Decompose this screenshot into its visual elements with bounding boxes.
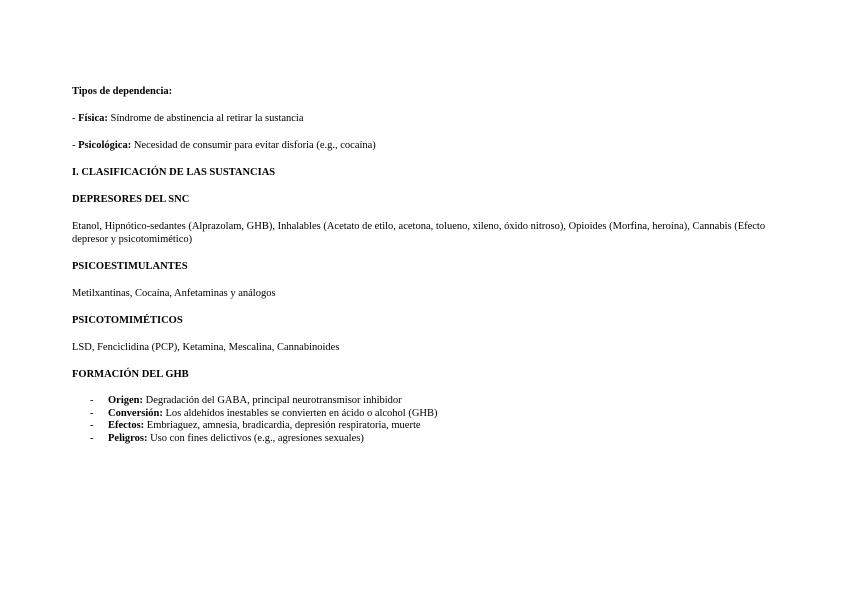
- psicotomimeticos-heading: PSICOTOMIMÉTICOS: [72, 315, 183, 326]
- list-dash: -: [90, 395, 94, 406]
- list-item: [90, 420, 772, 433]
- list-item-label: Peligros:: [108, 432, 148, 444]
- ghb-list: [72, 395, 772, 445]
- fisica-line: [72, 112, 772, 125]
- psicologica-text: Necesidad de consumir para evitar disforia (e.g., cocaína): [131, 140, 376, 151]
- list-item-label: Efectos:: [108, 420, 145, 431]
- list-item: [90, 433, 772, 446]
- list-item-text: Los aldehídos inestables se convierten en ácido o alcohol (GHB): [162, 407, 438, 419]
- fisica-text: Síndrome de abstinencia al retirar la sustancia: [107, 113, 304, 124]
- fisica-prefix: -: [72, 113, 79, 124]
- psicoestimulantes-heading: PSICOESTIMULANTES: [72, 261, 188, 272]
- fisica-label: Física:: [78, 113, 108, 124]
- list-dash: -: [90, 420, 94, 431]
- list-item: [90, 408, 772, 421]
- depresores-heading: DEPRESORES DEL SNC: [72, 194, 190, 205]
- list-dash: -: [90, 432, 94, 444]
- list-item-label: Origen:: [108, 395, 143, 406]
- depresores-text: Etanol, Hipnótico-sedantes (Alprazolam, GHB), Inhalables (Acetato de etilo, acetona, tolueno, xileno, óxido nitroso), Opioides (Morfina, heroína), Cannabis (Efecto depresor y psicotomimético): [72, 221, 766, 245]
- psicologica-label: Psicológica:: [78, 140, 132, 151]
- list-dash: -: [90, 407, 94, 419]
- list-item: [90, 395, 772, 408]
- psicoestimulantes-text: Metilxantinas, Cocaína, Anfetaminas y análogos: [72, 288, 276, 299]
- document-page: [72, 85, 772, 445]
- types-heading: Tipos de dependencia:: [72, 86, 173, 97]
- psicologica-prefix: -: [72, 140, 79, 151]
- section1-heading: I. CLASIFICACIÓN DE LAS SUSTANCIAS: [72, 167, 276, 178]
- ghb-heading: FORMACIÓN DEL GHB: [72, 369, 189, 380]
- psicologica-line: [72, 139, 772, 152]
- list-item-text: Degradación del GABA, principal neurotransmisor inhibidor: [143, 395, 402, 406]
- list-item-label: Conversión:: [108, 407, 163, 419]
- psicotomimeticos-text: LSD, Fenciclidina (PCP), Ketamina, Mescalina, Cannabinoides: [72, 342, 340, 353]
- list-item-text: Embriaguez, amnesia, bradicardia, depresión respiratoria, muerte: [144, 420, 421, 431]
- list-item-text: Uso con fines delictivos (e.g., agresiones sexuales): [147, 432, 364, 444]
